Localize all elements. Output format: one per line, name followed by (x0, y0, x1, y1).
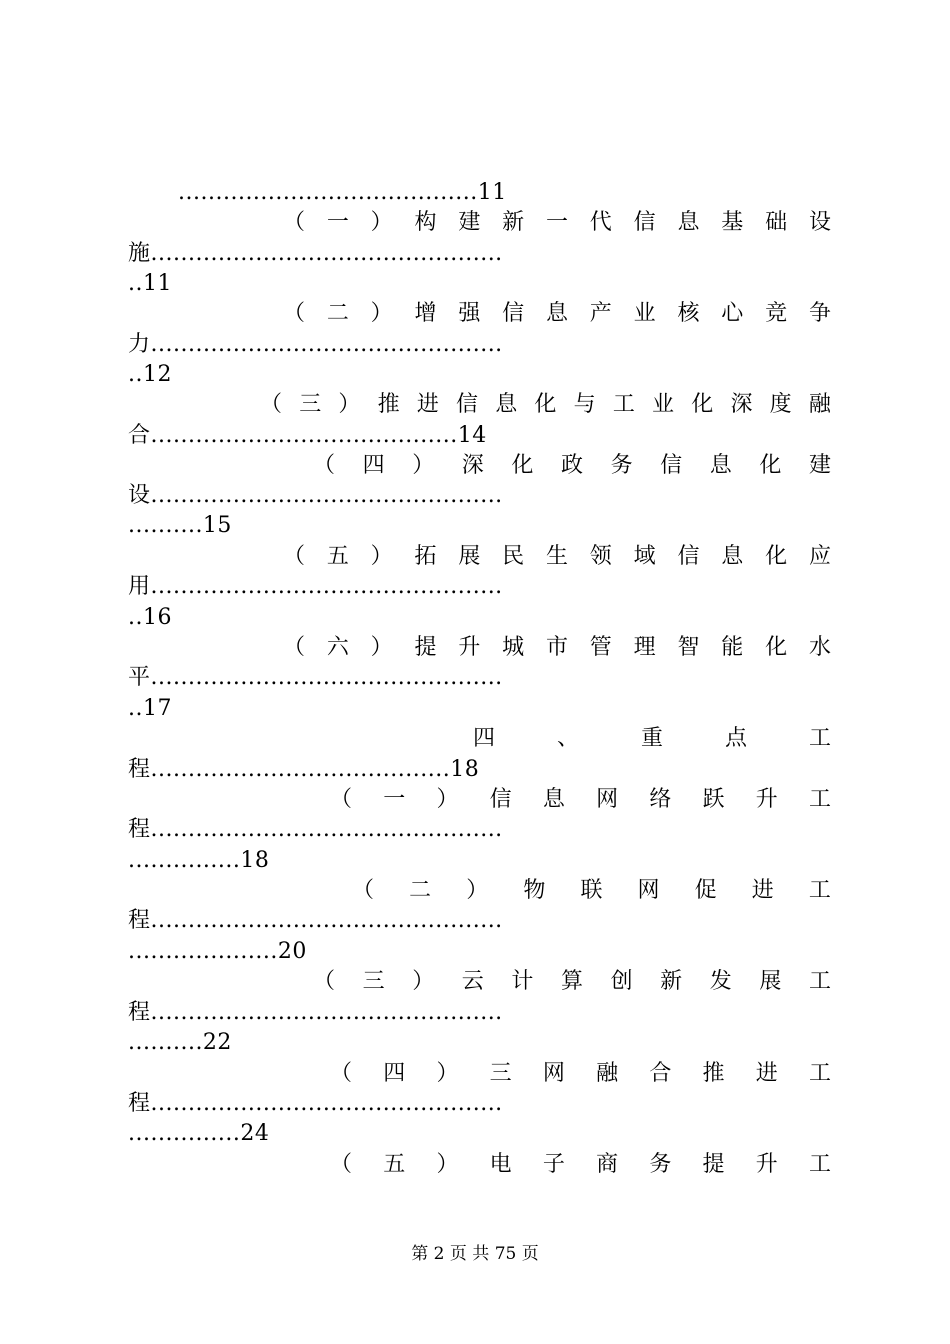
toc-title-char: ） (412, 969, 435, 994)
toc-title-char: 生 (545, 544, 568, 569)
toc-title-char: 工 (808, 1061, 831, 1086)
toc-title-char: 争 (808, 301, 831, 326)
toc-title-char: 核 (677, 301, 700, 326)
toc-title-char: 息 (721, 544, 744, 569)
toc-title-char: ） (436, 787, 459, 812)
toc-title-char: 六 (326, 635, 349, 660)
toc-title-char: 物 (523, 878, 546, 903)
toc-entry-title (330, 785, 831, 815)
toc-title-char: 新 (660, 969, 683, 994)
toc-title-char: 升 (458, 635, 481, 660)
toc-title-char: 商 (596, 1152, 619, 1177)
toc-title-char: 设 (808, 210, 831, 235)
toc-title-char: 能 (721, 635, 744, 660)
toc-title-char: 信 (677, 544, 700, 569)
toc-dots: 合.........................................14 (128, 423, 487, 448)
toc-title-char: 五 (383, 1152, 406, 1177)
toc-title-char: 网 (542, 1061, 565, 1086)
toc-title-char: 工 (808, 1152, 831, 1177)
toc-title-char: 息 (545, 301, 568, 326)
toc-title-char: 应 (808, 544, 831, 569)
toc-title-char: 展 (759, 969, 782, 994)
toc-title-char: 展 (458, 544, 481, 569)
toc-title-char: 重 (640, 726, 663, 751)
toc-title-char: 化 (691, 392, 714, 417)
toc-title-char: 提 (414, 635, 437, 660)
toc-title-char: 网 (596, 787, 619, 812)
toc-dots: 程........................................18 (128, 757, 480, 782)
toc-title-char: 创 (610, 969, 633, 994)
toc-page-number: ...............18 (128, 848, 270, 873)
toc-title-char: （ (352, 878, 375, 903)
toc-title-char: （ (313, 969, 336, 994)
toc-title-char: 智 (677, 635, 700, 660)
toc-title-char: 一 (326, 210, 349, 235)
toc-title-char: 化 (511, 453, 534, 478)
toc-page-number: ..........22 (128, 1030, 232, 1055)
toc-title-char: 提 (702, 1152, 725, 1177)
toc-title-char: 子 (542, 1152, 565, 1177)
toc-title-char: 升 (755, 1152, 778, 1177)
toc-entry-title (313, 451, 831, 481)
toc-title-char: （ (283, 544, 306, 569)
toc-page-number: ..........15 (128, 513, 232, 538)
toc-dots: 程............................................... (128, 817, 503, 842)
toc-title-char: 新 (502, 210, 525, 235)
toc-title-char: 点 (724, 726, 747, 751)
toc-title-char: 融 (596, 1061, 619, 1086)
toc-title-char: 息 (677, 210, 700, 235)
toc-title-char: 工 (808, 969, 831, 994)
toc-dots: 力............................................... (128, 332, 503, 357)
toc-title-char: 促 (694, 878, 717, 903)
toc-title-char: 息 (495, 392, 518, 417)
toc-title-char: 增 (414, 301, 437, 326)
toc-title-char: （ (330, 1152, 353, 1177)
toc-title-char: ） (370, 544, 393, 569)
toc-title-char: ） (370, 635, 393, 660)
toc-title-char: 民 (502, 544, 525, 569)
toc-title-char: 代 (589, 210, 612, 235)
toc-title-char: 城 (502, 635, 525, 660)
toc-title-char: 进 (751, 878, 774, 903)
toc-title-char: 息 (709, 453, 732, 478)
toc-title-char: 联 (580, 878, 603, 903)
toc-title-char: 升 (755, 787, 778, 812)
toc-dots: 用............................................... (128, 574, 503, 599)
toc-title-char: 工 (808, 787, 831, 812)
toc-title-char: （ (283, 301, 306, 326)
toc-title-char: （ (330, 787, 353, 812)
toc-title-char: 算 (560, 969, 583, 994)
toc-title-char: 强 (458, 301, 481, 326)
toc-title-char: 四 (473, 726, 496, 751)
toc-title-char: ） (338, 392, 361, 417)
toc-title-char: （ (330, 1061, 353, 1086)
toc-title-char: 工 (808, 878, 831, 903)
toc-title-char: 化 (534, 392, 557, 417)
toc-title-char: ） (436, 1061, 459, 1086)
toc-title-char: 业 (652, 392, 675, 417)
toc-page-number: ..11 (128, 271, 172, 296)
toc-title-char: 拓 (414, 544, 437, 569)
toc-title-char: 基 (721, 210, 744, 235)
toc-title-char: 络 (649, 787, 672, 812)
toc-title-char: 融 (808, 392, 831, 417)
toc-entry-title (283, 633, 831, 663)
toc-title-char: 础 (765, 210, 788, 235)
toc-title-char: （ (283, 635, 306, 660)
toc-title-char: 建 (458, 210, 481, 235)
toc-title-char: （ (313, 453, 336, 478)
toc-title-char: 度 (769, 392, 792, 417)
toc-title-char: ） (370, 301, 393, 326)
toc-title-char: 进 (755, 1061, 778, 1086)
toc-page-number: ....................20 (128, 939, 307, 964)
toc-title-char: 与 (573, 392, 596, 417)
toc-title-char: 三 (299, 392, 322, 417)
toc-title-char: 合 (649, 1061, 672, 1086)
toc-title-char: 推 (702, 1061, 725, 1086)
toc-title-char: 四 (383, 1061, 406, 1086)
toc-title-char: 三 (489, 1061, 512, 1086)
toc-title-char: （ (283, 210, 306, 235)
toc-dots: 设............................................... (128, 483, 503, 508)
toc-entry-title (283, 208, 831, 238)
toc-entry-title (283, 299, 831, 329)
toc-title-char: 化 (765, 635, 788, 660)
toc-title-char: 理 (633, 635, 656, 660)
toc-title-char: 云 (461, 969, 484, 994)
toc-title-char: 工 (612, 392, 635, 417)
toc-title-char: 工 (808, 726, 831, 751)
toc-dots: 程............................................... (128, 1000, 503, 1025)
toc-dots: ........................................11 (178, 180, 507, 205)
toc-title-char: 化 (765, 544, 788, 569)
toc-title-char: 进 (416, 392, 439, 417)
toc-title-char: 产 (589, 301, 612, 326)
toc-title-char: 网 (637, 878, 660, 903)
toc-page-number: ..16 (128, 605, 172, 630)
toc-title-char: 信 (489, 787, 512, 812)
toc-dots: 程............................................... (128, 1091, 503, 1116)
toc-title-char: 务 (649, 1152, 672, 1177)
toc-title-char: 计 (511, 969, 534, 994)
toc-entry-title (330, 1059, 831, 1089)
toc-title-char: 二 (326, 301, 349, 326)
toc-title-char: 电 (489, 1152, 512, 1177)
toc-title-char: 域 (633, 544, 656, 569)
toc-title-char: 水 (808, 635, 831, 660)
toc-dots: 程............................................... (128, 908, 503, 933)
toc-title-char: 深 (730, 392, 753, 417)
toc-title-char: 跃 (702, 787, 725, 812)
toc-entry-title (260, 390, 831, 420)
toc-dots: 施............................................... (128, 241, 503, 266)
toc-title-char: 务 (610, 453, 633, 478)
toc-title-char: 深 (461, 453, 484, 478)
toc-entry-title (283, 542, 831, 572)
toc-title-char: ） (436, 1152, 459, 1177)
toc-title-char: 三 (362, 969, 385, 994)
toc-title-char: 信 (660, 453, 683, 478)
toc-title-char: 政 (560, 453, 583, 478)
toc-title-char: 一 (383, 787, 406, 812)
toc-title-char: 二 (409, 878, 432, 903)
toc-title-char: 信 (502, 301, 525, 326)
toc-entry-title (352, 876, 831, 906)
toc-title-char: 市 (545, 635, 568, 660)
toc-title-char: 建 (808, 453, 831, 478)
toc-title-char: 领 (589, 544, 612, 569)
toc-dots: 平............................................... (128, 665, 503, 690)
toc-title-char: 一 (545, 210, 568, 235)
toc-page-number: ..12 (128, 362, 172, 387)
toc-title-char: 构 (414, 210, 437, 235)
toc-title-char: 管 (589, 635, 612, 660)
toc-title-char: ） (466, 878, 489, 903)
toc-page-number: ...............24 (128, 1121, 270, 1146)
toc-title-char: （ (260, 392, 283, 417)
toc-title-char: 信 (633, 210, 656, 235)
toc-title-char: 心 (721, 301, 744, 326)
toc-title-char: 推 (377, 392, 400, 417)
toc-title-char: 发 (709, 969, 732, 994)
toc-title-char: ） (370, 210, 393, 235)
toc-title-char: 化 (759, 453, 782, 478)
toc-title-char: 信 (456, 392, 479, 417)
toc-entry-title (313, 967, 831, 997)
toc-title-char: ） (412, 453, 435, 478)
toc-page-number: ..17 (128, 696, 172, 721)
toc-section-title (473, 724, 831, 754)
toc-title-char: 、 (556, 726, 579, 751)
toc-title-char: 息 (542, 787, 565, 812)
toc-title-char: 五 (326, 544, 349, 569)
toc-title-char: 业 (633, 301, 656, 326)
toc-title-char: 四 (362, 453, 385, 478)
page-footer: 第 2 页 共 75 页 (411, 1244, 539, 1264)
toc-entry-title (330, 1150, 831, 1180)
toc-title-char: 竞 (765, 301, 788, 326)
